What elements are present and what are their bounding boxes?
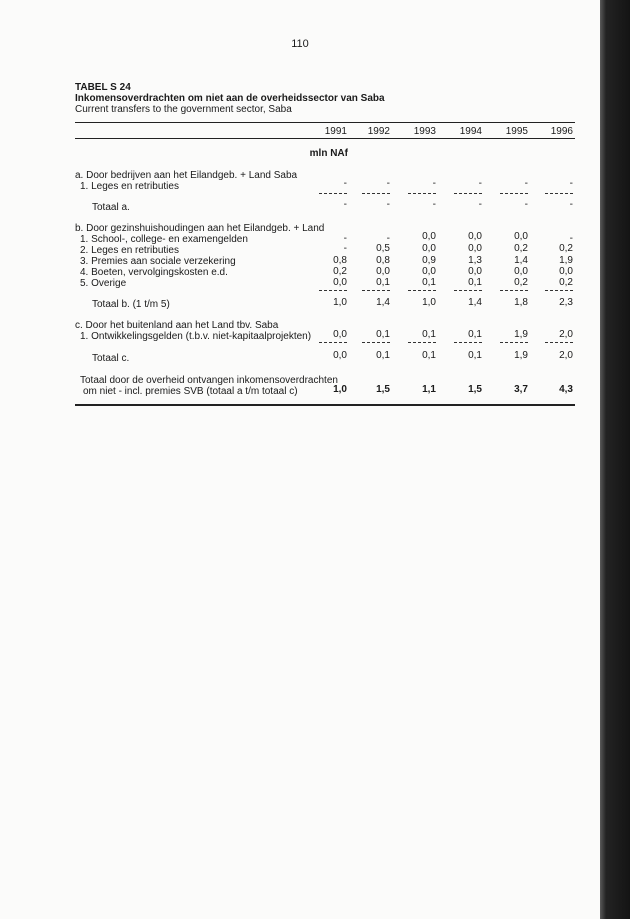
table-cell: - [432,199,436,210]
table-cell: - [432,178,436,189]
unit-label: mln NAf [309,148,348,159]
row-label: 1. Leges en retributies [80,181,179,192]
table-title: Inkomensoverdrachten om niet aan de overheidssector van Saba [75,93,385,104]
table-cell: - [386,178,390,189]
table-cell: 0,1 [376,350,390,361]
year-header: 1995 [505,126,528,137]
table-cell: 0,0 [468,231,482,242]
table-cell: - [343,243,347,254]
table-cell: - [569,178,573,189]
sum-dash [500,290,528,291]
sum-dash [362,290,390,291]
table-cell: 0,0 [376,266,390,277]
row-label: 5. Overige [80,278,127,289]
row-label: Totaal b. (1 t/m 5) [92,299,170,310]
row-label: om niet - incl. premies SVB (totaal a t/m totaal c) [83,386,298,397]
sum-dash [500,193,528,194]
table-cell: - [524,178,528,189]
table-cell: 0,1 [422,350,436,361]
sum-dash [319,290,347,291]
table-cell: 0,1 [376,277,390,288]
top-rule [75,122,575,123]
row-label: 1. School-, college- en examengelden [80,234,248,245]
sum-dash [362,193,390,194]
table-cell: 0,0 [422,266,436,277]
table-cell: - [343,233,347,244]
table-cell: 0,0 [333,277,347,288]
year-header: 1994 [459,126,482,137]
sum-dash [408,193,436,194]
sum-dash [454,193,482,194]
table-cell: 0,5 [376,243,390,254]
table-cell: 0,9 [422,255,436,266]
row-label: a. Door bedrijven aan het Eilandgeb. + Land Saba [75,170,298,181]
table-cell: 0,0 [333,350,347,361]
table-cell: 2,3 [559,297,573,308]
table-cell: - [478,178,482,189]
table-cell: 0,2 [559,243,573,254]
table-cell: - [478,199,482,210]
table-cell: 1,9 [559,255,573,266]
sum-dash [545,290,573,291]
table-cell: 0,0 [468,266,482,277]
year-header: 1992 [367,126,390,137]
table-cell: 1,0 [422,297,436,308]
sum-dash [454,290,482,291]
table-cell: 0,1 [422,329,436,340]
table-cell: - [343,178,347,189]
table-cell: 1,9 [514,329,528,340]
year-header: 1993 [413,126,436,137]
table-cell: - [386,233,390,244]
row-label: Totaal a. [92,202,130,213]
table-cell: 1,5 [376,384,390,395]
year-header: 1991 [324,126,347,137]
table-id: TABEL S 24 [75,82,131,93]
table-cell: - [386,199,390,210]
table-cell: 1,8 [514,297,528,308]
table-cell: 0,2 [333,266,347,277]
scan-edge [600,0,630,919]
bottom-rule [75,404,575,406]
sum-dash [362,342,390,343]
table-cell: 0,8 [376,255,390,266]
table-cell: - [569,233,573,244]
table-cell: 0,0 [559,266,573,277]
table-cell: 1,4 [468,297,482,308]
table-subtitle: Current transfers to the government sector, Saba [75,104,292,115]
table-cell: 1,0 [333,297,347,308]
table-cell: 1,1 [422,384,436,395]
table-cell: 1,0 [333,384,347,395]
row-label: c. Door het buitenland aan het Land tbv. Saba [75,320,279,331]
table-cell: 2,0 [559,329,573,340]
table-cell: 0,1 [422,277,436,288]
table-cell: 0,1 [468,329,482,340]
row-label: 2. Leges en retributies [80,245,179,256]
sum-dash [545,342,573,343]
table-cell: 0,0 [514,231,528,242]
table-cell: 3,7 [514,384,528,395]
sum-dash [319,342,347,343]
table-cell: 1,4 [514,255,528,266]
table-cell: 1,9 [514,350,528,361]
table-cell: 0,0 [514,266,528,277]
table-cell: 0,2 [514,243,528,254]
table-cell: 1,5 [468,384,482,395]
table-cell: 0,1 [468,350,482,361]
table-cell: 0,1 [376,329,390,340]
table-cell: - [569,199,573,210]
table-cell: 1,3 [468,255,482,266]
sum-dash [454,342,482,343]
sum-dash [319,193,347,194]
table-cell: - [343,199,347,210]
table-cell: 0,8 [333,255,347,266]
sum-dash [408,290,436,291]
table-cell: 2,0 [559,350,573,361]
table-cell: 0,2 [559,277,573,288]
row-label: 4. Boeten, vervolgingskosten e.d. [80,267,228,278]
row-label: 1. Ontwikkelingsgelden (t.b.v. niet-kapitaalprojekten) [80,331,312,342]
table-cell: 0,0 [422,231,436,242]
row-label: Totaal c. [92,353,130,364]
page-number: 110 [291,38,309,50]
row-label: b. Door gezinshuishoudingen aan het Eilandgeb. + Land [75,223,325,234]
sum-dash [408,342,436,343]
table-cell: 0,0 [422,243,436,254]
table-cell: 4,3 [559,384,573,395]
row-label: 3. Premies aan sociale verzekering [80,256,236,267]
table-cell: 0,2 [514,277,528,288]
table-cell: - [524,199,528,210]
table-cell: 1,4 [376,297,390,308]
year-header: 1996 [550,126,573,137]
header-rule [75,138,575,139]
table-cell: 0,0 [333,329,347,340]
table-cell: 0,1 [468,277,482,288]
table-cell: 0,0 [468,243,482,254]
sum-dash [545,193,573,194]
sum-dash [500,342,528,343]
row-label: Totaal door de overheid ontvangen inkomensoverdrachten [80,375,338,386]
